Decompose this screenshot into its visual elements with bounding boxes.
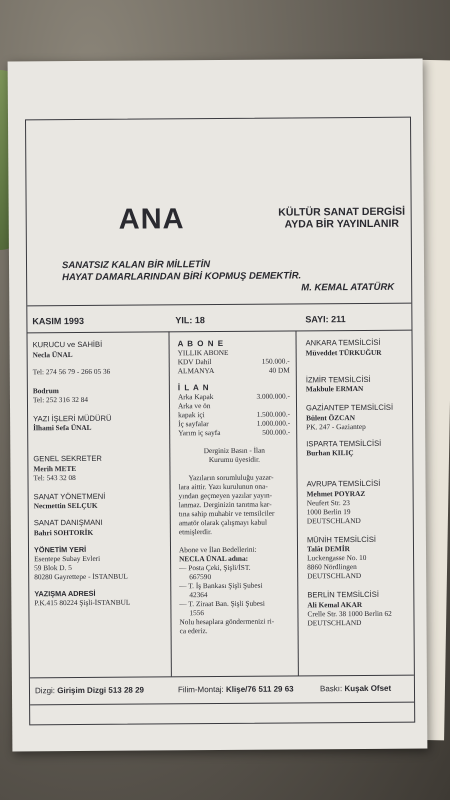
tagline: [277, 206, 407, 231]
issue-number: SAYI: 211: [305, 314, 346, 325]
germany-label: ALMANYA: [177, 366, 215, 376]
right-column: [306, 338, 412, 627]
manager-name: İlhami Sefa ÜNAL: [33, 422, 92, 433]
kdv-value: 150.000.-: [261, 356, 290, 366]
responsibility-line: amatör olarak çalışmayı kabul: [178, 517, 267, 528]
munich-address-2: 8860 Nördlingen: [307, 562, 357, 572]
column-divider: [295, 330, 298, 675]
berlin-address-1: Crelle Str. 38 1000 Berlin 62: [307, 608, 392, 618]
half-page-row: [178, 427, 290, 437]
payment-note-line-2: ca ederiz.: [179, 626, 208, 636]
print-value: Kuşak Ofset: [344, 683, 392, 694]
magazine-title: ANA: [118, 203, 185, 236]
art-director-name: Necmettin SELÇUK: [33, 500, 98, 511]
mail-line: P.K.415 80224 Şişli-İSTANBUL: [34, 597, 131, 607]
back-cover-value: 3.000.000.-: [256, 391, 290, 401]
typesetting-value: Girişim Dizgi 513 28 29: [57, 685, 144, 696]
europe-name: Mehmet POYRAZ: [306, 488, 366, 498]
ankara-label: ANKARA TEMSİLCİSİ: [305, 337, 381, 348]
bodrum-tel: Tel: 252 316 32 84: [32, 394, 89, 404]
front-back-label-2: kapak içi: [178, 410, 205, 420]
yearly-label: YILLIK ABONE: [177, 347, 229, 358]
magazine-page: [8, 59, 428, 752]
founder-name: Necla ÜNAL: [32, 349, 73, 359]
art-advisor-label: SANAT DANIŞMANI: [33, 517, 103, 528]
issue-year: YIL: 18: [175, 315, 205, 326]
admin-line-3: 80280 Gayrettepe - İSTANBUL: [34, 571, 128, 581]
film-value: Klişe/76 511 29 63: [225, 684, 294, 694]
quote-line-1: SANATSIZ KALAN BİR MİLLETİN: [61, 259, 211, 272]
europe-label: AVRUPA TEMSİLCİSİ: [306, 478, 381, 489]
footer-print: [320, 684, 391, 693]
half-page-label: Yarım iç sayfa: [178, 427, 221, 438]
berlin-label: BERLİN TEMSİLCİSİ: [307, 589, 379, 600]
gaziantep-label: GAZİANTEP TEMSİLCİSİ: [305, 402, 394, 413]
press-note-line-2: Kurumu üyesidir.: [208, 454, 260, 465]
divider: [30, 702, 414, 706]
press-note: [178, 445, 290, 464]
manager-label: YAZI İŞLERİ MÜDÜRÜ: [33, 413, 112, 423]
responsibility-line: tına sahip muhabir ve temsilciler: [178, 508, 275, 519]
isparta-name: Burhan KILIÇ: [306, 448, 354, 458]
responsibility-line: lara aittir. Yazı kurulunun ona-: [178, 481, 268, 492]
germany-row: [178, 365, 290, 375]
subscription-title: A B O N E: [177, 338, 225, 349]
admin-line-2: 59 Blok D. 5: [34, 562, 72, 572]
art-director-label: SANAT YÖNETMENİ: [33, 491, 106, 501]
munich-name: Talât DEMİR: [306, 544, 350, 554]
back-cover-row: [178, 391, 290, 401]
responsibility-note: [178, 472, 290, 536]
founder-label: KURUCU ve SAHİBİ: [32, 339, 103, 350]
left-column: [33, 339, 167, 606]
responsibility-line: yından geçmeyen yazılar yayın-: [178, 490, 273, 501]
payment-isbank-line: — T. İş Bankası Şişli Şubesi: [179, 580, 263, 591]
column-divider: [168, 331, 171, 676]
payment-isbank-account: 42364: [189, 590, 208, 600]
berlin-name: Ali Kemal AKAR: [307, 599, 363, 609]
inner-page-value: 1.000.000.-: [256, 418, 291, 428]
divider: [27, 303, 411, 307]
divider: [30, 675, 414, 679]
responsibility-line: etmişlerdir.: [178, 527, 212, 537]
tagline-line-1: KÜLTÜR SANAT DERGİSİ: [278, 205, 406, 219]
payment-post-line: — Posta Çeki, Şişli/İST.: [179, 562, 251, 573]
front-back-value: 1.500.000.-: [256, 409, 291, 419]
responsibility-line: lanmaz. Derginizin tanıtma kar-: [178, 499, 272, 510]
europe-address-2: 1000 Berlin 19: [306, 506, 351, 516]
munich-label: MÜNİH TEMSİLCİSİ: [306, 534, 377, 544]
admin-label: YÖNETİM YERİ: [33, 544, 87, 554]
payment-info: [179, 544, 292, 635]
ad-title: İ L A N: [177, 383, 210, 393]
press-note-line-1: Derginiz Basın - İlan: [203, 445, 265, 456]
art-advisor-name: Bahri SOHTORİK: [33, 527, 94, 537]
germany-value: 40 DM: [268, 365, 290, 375]
secretary-label: GENEL SEKRETER: [33, 453, 102, 464]
inner-page-label: İç sayfalar: [178, 419, 209, 429]
quote-line-2: HAYAT DAMARLARINDAN BİRİ KOPMUŞ DEMEKTİR.: [62, 270, 302, 284]
admin-line-1: Esentepe Subay Evleri: [34, 553, 101, 563]
quote-author: M. KEMAL ATATÜRK: [301, 281, 395, 294]
gaziantep-name: Bülent ÖZCAN: [306, 412, 355, 422]
front-back-label-1: Arka ve ön: [177, 401, 211, 411]
europe-address-3: DEUTSCHLAND: [306, 515, 361, 525]
tagline-line-2: AYDA BİR YAYINLANIR: [284, 217, 399, 231]
print-label: Baskı:: [319, 684, 343, 694]
responsibility-line: Yazıların sorumluluğu yazar-: [188, 472, 274, 483]
mail-label: YAZIŞMA ADRESİ: [34, 588, 96, 598]
film-label: Filim-Montaj:: [177, 684, 224, 695]
footer-film: [178, 684, 294, 694]
izmir-name: Makbule ERMAN: [305, 383, 364, 394]
payment-ziraat-account: 1556: [189, 608, 205, 618]
munich-address-1: Luckengasse No. 10: [307, 552, 367, 563]
back-cover-label: Arka Kapak: [177, 392, 214, 402]
payment-label-2: NECLA ÜNAL adına:: [179, 553, 249, 564]
half-page-value: 500.000.-: [262, 427, 291, 437]
page-frame: [25, 117, 415, 726]
secretary-name: Merih METE: [33, 463, 77, 473]
gaziantep-address: PK. 247 - Gaziantep: [306, 421, 366, 431]
ataturk-quote: [62, 258, 402, 296]
divider: [27, 330, 411, 334]
kdv-label: KDV Dahil: [177, 357, 212, 367]
payment-label-1: Abone ve İlan Bedellerini:: [178, 544, 257, 555]
typesetting-label: Dizgi:: [34, 686, 56, 696]
secretary-tel: Tel: 543 32 08: [33, 472, 76, 482]
founder-tel: Tel: 274 56 79 - 266 05 36: [32, 366, 111, 376]
izmir-label: İZMİR TEMSİLCİSİ: [305, 374, 371, 384]
middle-column: [178, 338, 292, 635]
footer-typesetting: [35, 686, 144, 696]
payment-ziraat-line: — T. Ziraat Ban. Şişli Şubesi: [179, 598, 265, 609]
issue-date: KASIM 1993: [32, 315, 84, 327]
payment-post-account: 667590: [189, 572, 212, 582]
berlin-address-2: DEUTSCHLAND: [307, 617, 362, 627]
payment-note-line-1: Nolu hesaplara göndermenizi ri-: [179, 616, 275, 627]
bodrum-label: Bodrum: [32, 385, 59, 395]
munich-address-3: DEUTSCHLAND: [307, 571, 362, 581]
europe-address-1: Neufert Str. 23: [306, 497, 350, 507]
ankara-name: Müveddet TÜRKUĞUR: [305, 347, 382, 357]
isparta-label: ISPARTA TEMSİLCİSİ: [306, 438, 382, 448]
